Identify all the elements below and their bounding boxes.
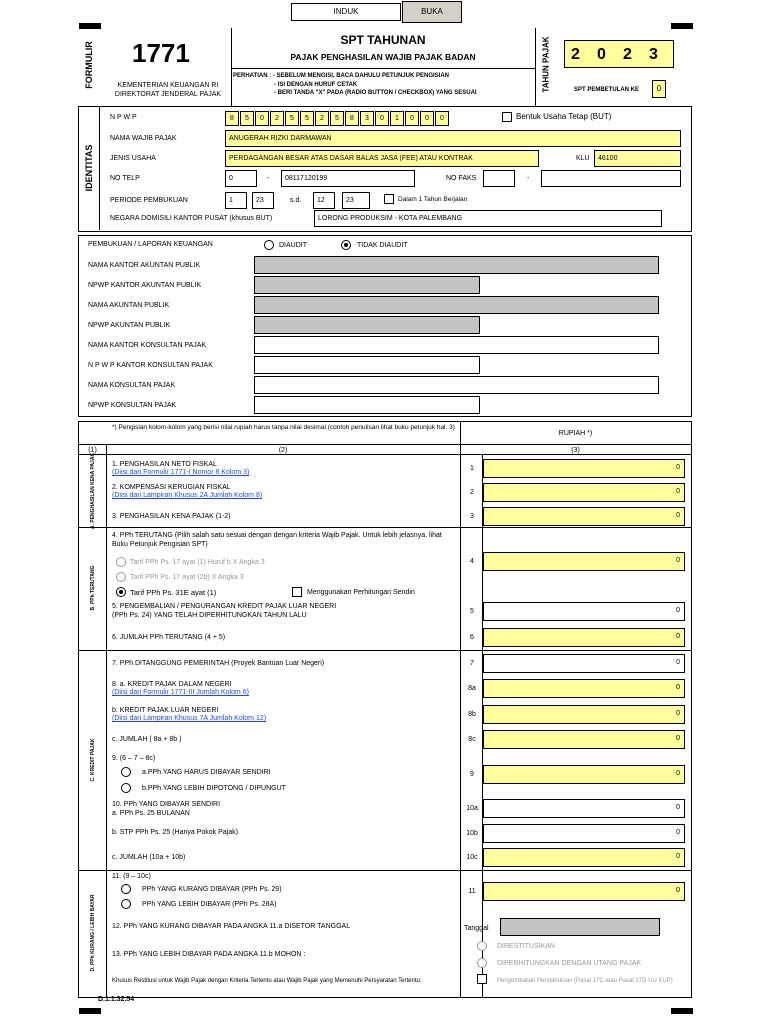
line-14-label: Khusus Restitusi untuk Wajib Pajak dengan Kriteria Tertentu atau Wajib Pajak yang Memenuhi Persyaratan Tertentu:	[112, 978, 422, 984]
section-c-label: C. KREDIT PAJAK	[90, 738, 96, 782]
spt-title: SPT TAHUNAN	[340, 33, 426, 47]
but-checkbox[interactable]	[502, 112, 512, 122]
telp-dash: -	[267, 175, 270, 182]
npwp-digit-cell[interactable]: 5	[330, 111, 344, 126]
npwp-digit-cell[interactable]: 5	[300, 111, 314, 126]
row-value-input[interactable]: 0	[483, 765, 685, 784]
row-value-input[interactable]: 0	[483, 483, 685, 502]
year-box	[564, 40, 674, 68]
pph-opt2-label: Tarif PPh Ps. 17 ayat (2b) X Angka 3	[130, 574, 244, 581]
line-13-label: 13. PPh YANG LEBIH DIBAYAR PADA ANGKA 11.b MOHON :	[112, 951, 306, 958]
line-5-label-b: (PPh Ps. 24) YANG TELAH DIPERHITUNGKAN TAHUN LALU	[112, 612, 307, 619]
row-value-input[interactable]: 0	[483, 654, 685, 673]
diaudit-radio[interactable]	[264, 240, 274, 250]
line-3-label: 3. PENGHASILAN KENA PAJAK (1-2)	[112, 513, 231, 520]
row-value-input[interactable]: 0	[483, 730, 685, 749]
line-8c-label: c. JUMLAH ( 8a + 8b )	[112, 736, 182, 743]
audit-row-input[interactable]	[254, 396, 480, 414]
directorate-text: DIREKTORAT JENDERAL PAJAK	[114, 91, 222, 98]
faks-area-input[interactable]	[483, 170, 515, 187]
npwp-digit-cell[interactable]: 5	[285, 111, 299, 126]
klu-label: KLU	[576, 155, 590, 162]
pembukuan-label: PEMBUKUAN / LAPORAN KEUANGAN	[88, 241, 213, 248]
row-number: 11	[468, 888, 476, 895]
line-11a-radio[interactable]	[121, 884, 131, 894]
row-number: 8c	[468, 736, 476, 743]
note-text: *) Pengisian kolom-kolom yang berisi nilai rupiah harus tanpa nilai desimal (contoh penulisan lihat buku petunjuk hal. 3)	[112, 424, 455, 431]
npwp-label: N P W P	[110, 114, 137, 121]
npwp-digit-cell[interactable]: 0	[255, 111, 269, 126]
row-value-input[interactable]: 0	[483, 799, 685, 818]
line-10-label: 10. PPh YANG DIBAYAR SENDIRI	[112, 801, 221, 808]
pph-opt2-radio[interactable]	[116, 572, 126, 582]
row-value-input[interactable]: 0	[483, 459, 685, 478]
line-9-label: 9. (6 – 7 – 8c)	[112, 755, 156, 762]
satu-tahun-checkbox[interactable]	[384, 194, 394, 204]
line-8b-link[interactable]: (Diisi dari Lampiran Khusus 7A Jumlah Kolom 12)	[112, 715, 267, 722]
tidak-diaudit-radio[interactable]	[341, 240, 351, 250]
line-9b-label: b.PPh YANG LEBIH DIPOTONG / DIPUNGUT	[142, 785, 286, 792]
pembetulan-input[interactable]: 0	[652, 80, 666, 98]
but-label: Bentuk Usaha Tetap (BUT)	[516, 112, 612, 121]
line-10c-label: c. JUMLAH (10a + 10b)	[112, 854, 186, 861]
line-7-label: 7. PPh DITANGGUNG PEMERINTAH (Proyek Bantuan Luar Negeri)	[112, 660, 325, 667]
periode-label: PERIODE PEMBUKUAN	[110, 197, 188, 204]
row-value-input[interactable]: 0	[483, 824, 685, 843]
tidak-diaudit-label: TIDAK DIAUDIT	[357, 242, 408, 249]
line-4-label: 4. PPh TERUTANG (Pilih salah satu sesuai dengan dengan kriteria Wajib Pajak. Untuk lebih jelasnya, lihat Buku Petunjuk Pengisian SPT)	[112, 532, 442, 548]
formulir-label: FORMULIR	[84, 41, 94, 89]
tanggal-input[interactable]	[500, 918, 660, 936]
corner-marker	[671, 1008, 693, 1014]
row-number: 8a	[468, 685, 476, 692]
audit-row-input[interactable]	[254, 256, 659, 274]
npwp-digit-cell[interactable]: 2	[270, 111, 284, 126]
line-8a-link[interactable]: (Diisi dari Formulir 1771-III Jumlah Kolom 6)	[112, 689, 249, 696]
audit-row-input[interactable]	[254, 356, 480, 374]
audit-row-input[interactable]	[254, 296, 659, 314]
npwp-digit-cell[interactable]: 0	[420, 111, 434, 126]
audit-row-label: NAMA KONSULTAN PAJAK	[88, 382, 176, 389]
npwp-digit-cell[interactable]: 1	[390, 111, 404, 126]
telp-label: NO TELP	[110, 175, 140, 182]
diperhitungkan-label: DIPERHITUNGKAN DENGAN UTANG PAJAK	[497, 960, 642, 967]
jenis-usaha-input[interactable]: PERDAGANGAN BESAR ATAS DASAR BALAS JASA (FEE) ATAU KONTRAK	[225, 150, 539, 167]
row-number: 6	[470, 634, 474, 641]
row-value-input[interactable]: 0	[483, 628, 685, 647]
periode-month-start[interactable]: 1	[225, 192, 247, 209]
tahun-pajak-label: TAHUN PAJAK	[541, 36, 551, 93]
form-number: 1771	[132, 38, 190, 68]
row-number: 10b	[466, 830, 478, 837]
klu-input[interactable]: 46100	[594, 150, 681, 167]
telp-number-input[interactable]: 08117120199	[281, 170, 415, 187]
audit-row-input[interactable]	[254, 316, 480, 334]
npwp-digit-cell[interactable]: 8	[225, 111, 239, 126]
audit-row-label: NAMA KANTOR AKUNTAN PUBLIK	[88, 262, 201, 269]
nama-wp-input[interactable]: ANUGERAH RIZKI DARMAWAN	[225, 130, 681, 147]
diaudit-label: DIAUDIT	[279, 242, 307, 249]
row-value-input[interactable]: 0	[483, 552, 685, 571]
notice-2: - ISI DENGAN HURUF CETAK	[274, 82, 358, 88]
pph-opt3-label: Tarif PPh Ps. 31E ayat (1)	[130, 588, 217, 597]
notice-3: - BERI TANDA "X" PADA (RADIO BUTTON / CHECKBOX) YANG SESUAI	[274, 90, 477, 96]
section-b-label: B. PPh TERUTANG	[90, 565, 96, 611]
line-2-label: 2. KOMPENSASI KERUGIAN FISKAL	[112, 484, 231, 491]
periode-sd: s.d.	[290, 197, 302, 204]
row-number: 9	[470, 771, 474, 778]
periode-month-end[interactable]: 12	[313, 192, 335, 209]
line-8b-label: b. KREDIT PAJAK LUAR NEGERI	[112, 707, 219, 714]
rupiah-header: RUPIAH *)	[558, 430, 593, 437]
npwp-digit-cell[interactable]: 3	[360, 111, 374, 126]
audit-row-label: NAMA KANTOR KONSULTAN PAJAK	[88, 342, 207, 349]
notice-1: PERHATIAN : - SEBELUM MENGISI, BACA DAHULU PETUNJUK PENGISIAN	[233, 73, 450, 79]
line-10a-label: a. PPh Ps. 25 BULANAN	[112, 810, 190, 817]
row-number: 5	[470, 608, 474, 615]
tanggal-label: Tanggal	[464, 925, 489, 932]
faks-dash: -	[527, 175, 530, 182]
row-number: 3	[470, 513, 474, 520]
row-value-input[interactable]: 0	[483, 602, 685, 621]
pengembalian-checkbox[interactable]	[477, 974, 487, 984]
section-a-label: A. PENGHASILAN KENA PAJAK	[90, 452, 96, 530]
audit-row-label: NPWP AKUNTAN PUBLIK	[88, 322, 171, 329]
footer-code: D.1.1.32.54	[98, 996, 135, 1003]
year-digit: 2	[623, 46, 632, 63]
row-value-input[interactable]: 0	[483, 705, 685, 724]
npwp-digit-cell[interactable]: 0	[435, 111, 449, 126]
row-number: 8b	[468, 711, 476, 718]
pph-opt3-radio[interactable]	[116, 587, 126, 597]
periode-year-start[interactable]: 23	[252, 192, 274, 209]
section-d-label: D. PPh KURANG / LEBIH BAYAR	[90, 894, 96, 972]
col-2: (2)	[278, 447, 288, 454]
line-1-label: 1. PENGHASILAN NETO FISKAL	[112, 461, 217, 468]
faks-label: NO FAKS	[446, 175, 477, 182]
row-value-input[interactable]: 0	[483, 679, 685, 698]
audit-row-input[interactable]	[254, 376, 659, 394]
jenis-usaha-label: JENIS USAHA	[110, 155, 156, 162]
buka-button[interactable]: BUKA	[402, 1, 462, 23]
line-9b-radio[interactable]	[121, 783, 131, 793]
negara-input[interactable]: LORONG PRODUKSIM - KOTA PALEMBANG	[314, 210, 662, 227]
header	[78, 28, 694, 106]
line-6-label: 6. JUMLAH PPh TERUTANG (4 + 5)	[112, 634, 226, 641]
audit-row-label: N P W P KANTOR KONSULTAN PAJAK	[88, 362, 213, 369]
year-digit: 2	[571, 46, 580, 63]
row-number: 7	[470, 660, 474, 667]
row-number: 4	[470, 558, 474, 565]
restitusi-label: DIRESTITUSIKAN	[497, 943, 555, 950]
diperhitungkan-radio[interactable]	[477, 958, 487, 968]
audit-row-label: NPWP KONSULTAN PAJAK	[88, 402, 177, 409]
line-9a-label: a.PPh YANG HARUS DIBAYAR SENDIRI	[142, 769, 271, 776]
induk-button[interactable]: INDUK	[291, 3, 401, 21]
restitusi-radio[interactable]	[477, 941, 487, 951]
line-2-link[interactable]: (Diisi dari Lampiran Khusus 2A Jumlah Kolom 8)	[112, 492, 263, 499]
pengembalian-label: Pengembalian Pendahuluan (Pasal 17C atau Pasal 17D UU KUP)	[497, 978, 673, 984]
year-digit: 0	[597, 46, 606, 63]
npwp-digit-cell[interactable]: 0	[405, 111, 419, 126]
npwp-digit-cell[interactable]: 0	[375, 111, 389, 126]
line-1-link[interactable]: (Diisi dari Formulir 1771-I Nomor 8 Kolom 3)	[112, 469, 250, 476]
identitas-label: IDENTITAS	[84, 144, 94, 192]
row-number: 10c	[466, 854, 478, 861]
row-value-input[interactable]: 0	[483, 882, 685, 901]
line-11b-radio[interactable]	[121, 899, 131, 909]
spt-subtitle: PAJAK PENGHASILAN WAJIB PAJAK BADAN	[290, 52, 476, 62]
year-digit: 3	[649, 46, 658, 63]
nama-wp-label: NAMA WAJIB PAJAK	[110, 135, 177, 142]
pph-opt1-label: Tarif PPh Ps. 17 ayat (1) Huruf b X Angka 3	[130, 559, 265, 566]
ministry-text: KEMENTERIAN KEUANGAN RI	[117, 82, 219, 89]
faks-number-input[interactable]	[541, 170, 681, 187]
col-3: (3)	[571, 447, 580, 454]
pph-opt1-radio[interactable]	[116, 557, 126, 567]
audit-row-input[interactable]	[254, 276, 480, 294]
row-value-input[interactable]: 0	[483, 507, 685, 526]
npwp-digit-cell[interactable]: 8	[345, 111, 359, 126]
line-10b-label: b. STP PPh Ps. 25 (Hanya Pokok Pajak)	[112, 829, 238, 836]
row-number: 2	[470, 489, 474, 496]
audit-row-label: NAMA AKUNTAN PUBLIK	[88, 302, 170, 309]
line-11b-label: PPh YANG LEBIH DIBAYAR (PPh Ps. 28A)	[142, 901, 277, 908]
npwp-digit-cell[interactable]: 5	[240, 111, 254, 126]
line-11-label: 11. (9 – 10c)	[112, 873, 151, 880]
npwp-digit-cell[interactable]: 2	[315, 111, 329, 126]
line-8a-label: 8. a. KREDIT PAJAK DALAM NEGERI	[112, 681, 232, 688]
corner-marker	[79, 1008, 101, 1014]
negara-label: NEGARA DOMISILI KANTOR PUSAT (khusus BUT)	[110, 215, 273, 222]
audit-row-label: NPWP KANTOR AKUNTAN PUBLIK	[88, 282, 202, 289]
perhitungan-sendiri-label: Menggunakan Perhitungan Sendiri	[307, 589, 415, 596]
line-9a-radio[interactable]	[121, 767, 131, 777]
telp-area-input[interactable]: 0	[225, 170, 257, 187]
perhitungan-sendiri-checkbox[interactable]	[292, 587, 302, 597]
audit-row-input[interactable]	[254, 336, 659, 354]
row-value-input[interactable]: 0	[483, 848, 685, 867]
satu-tahun-label: Dalam 1 Tahun Berjalan	[398, 196, 468, 203]
line-12-label: 12. PPh YANG KURANG DIBAYAR PADA ANGKA 11.a DISETOR TANGGAL	[112, 923, 351, 930]
line-11a-label: PPh YANG KURANG DIBAYAR (PPh Ps. 29)	[142, 886, 282, 893]
line-5-label: 5. PENGEMBALIAN / PENGURANGAN KREDIT PAJAK LUAR NEGERI	[112, 603, 337, 610]
col-1: (1)	[88, 447, 97, 454]
pembetulan-label: SPT PEMBETULAN KE	[574, 87, 640, 93]
periode-year-end[interactable]: 23	[342, 192, 370, 209]
row-number: 1	[470, 465, 474, 472]
row-number: 10a	[466, 805, 478, 812]
